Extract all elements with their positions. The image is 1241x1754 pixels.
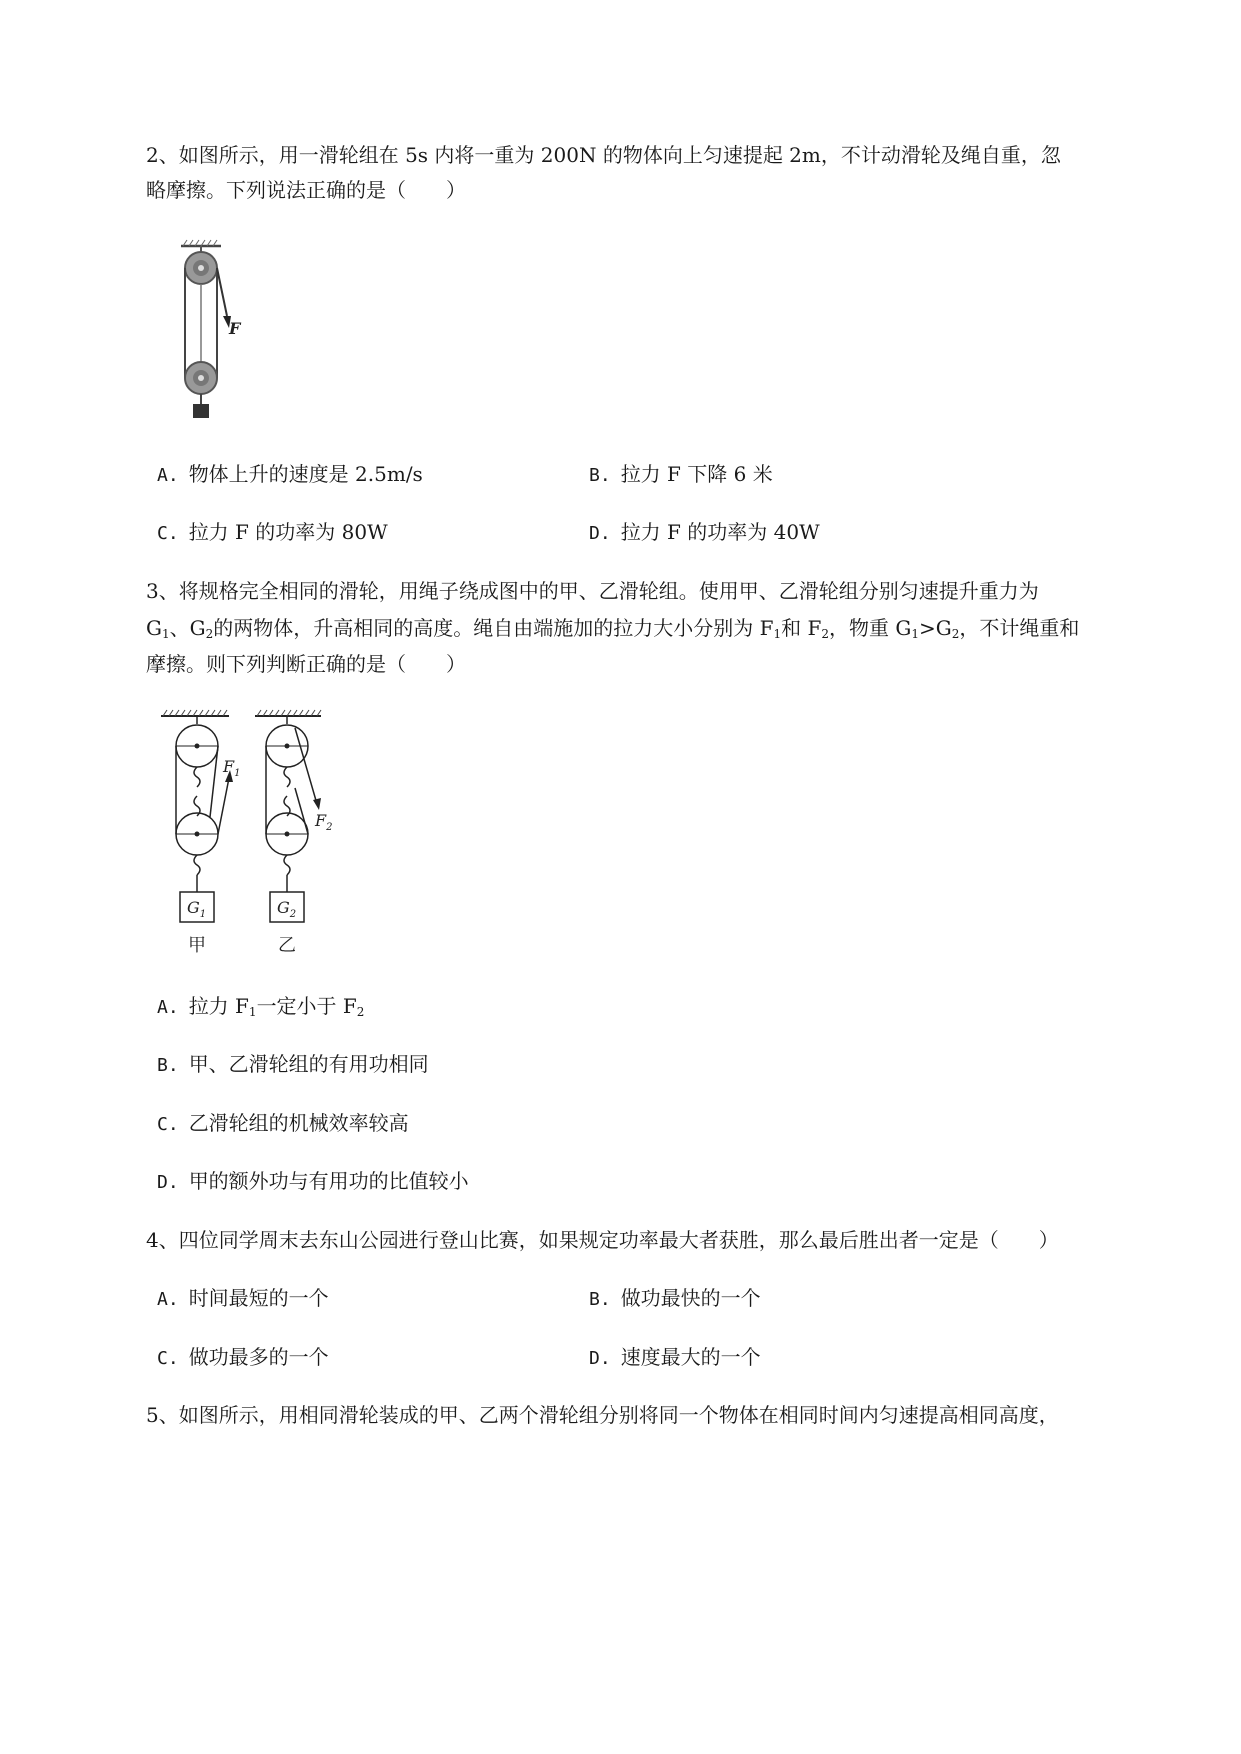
q3-option-a[interactable] <box>157 992 364 1026</box>
option-text: 拉力 F 的功率为 40W <box>620 520 820 544</box>
option-text: 拉力 $F_1$一定小于 $F_2$ <box>188 994 365 1019</box>
option-text: 甲、乙滑轮组的有用功相同 <box>188 1052 429 1076</box>
option-label: C. <box>157 1114 179 1135</box>
q2-stem-line2: 略摩擦。下列说法正确的是（ ） <box>146 178 466 202</box>
q2-stem-line1: 2、如图所示，用一滑轮组在 5s 内将一重为 200N 的物体向上匀速提起 2m，不计动滑轮及绳自重，忽 <box>146 143 1061 167</box>
option-text: 做功最快的一个 <box>620 1286 761 1310</box>
option-label: D. <box>589 1348 611 1369</box>
q3-f1-label: $F_1$ <box>223 757 241 779</box>
option-text: 做功最多的一个 <box>188 1345 329 1369</box>
option-label: C. <box>157 1348 179 1369</box>
option-label: D. <box>589 523 611 544</box>
q5-stem-line1: 5、如图所示，用相同滑轮装成的甲、乙两个滑轮组分别将同一个物体在相同时间内匀速提高相同高度， <box>146 1403 1059 1427</box>
option-text: 物体上升的速度是 2.5m/s <box>188 462 423 486</box>
option-text: 拉力 F 下降 6 米 <box>620 462 773 486</box>
option-label: B. <box>157 1055 179 1076</box>
q3-right-caption: 乙 <box>278 935 296 956</box>
q3-stem-line3: 摩擦。则下列判断正确的是（ ） <box>146 652 466 676</box>
q3-stem-line2: $G_1$、$G_2$的两物体，升高相同的高度。绳自由端施加的拉力大小分别为 $F_1$和 $F_2$，物重 $G_1>G_2$，不计绳重和 <box>146 616 1080 641</box>
option-label: B. <box>589 465 611 486</box>
option-label: A. <box>157 997 179 1018</box>
q4-option-a[interactable] <box>157 1284 329 1314</box>
q2-force-label: F <box>229 319 241 338</box>
q3-stem-line1: 3、将规格完全相同的滑轮，用绳子绕成图中的甲、乙滑轮组。使用甲、乙滑轮组分别匀速提升重力为 <box>146 579 1039 603</box>
q3-g1-label: $G_1$ <box>187 898 207 920</box>
q3-f2-label: $F_2$ <box>315 811 333 833</box>
q3-option-d[interactable] <box>157 1167 469 1197</box>
q3-left-caption: 甲 <box>188 935 206 956</box>
q3-pulley-figure <box>155 706 375 961</box>
q3-g2-label: $G_2$ <box>277 898 297 920</box>
option-text: 速度最大的一个 <box>620 1345 761 1369</box>
q4-stem-line1: 4、四位同学周末去东山公园进行登山比赛，如果规定功率最大者获胜，那么最后胜出者一定是（ ） <box>146 1228 1059 1252</box>
q2-option-c[interactable] <box>157 518 388 548</box>
q2-pulley-figure <box>175 238 245 423</box>
option-label: D. <box>157 1172 179 1193</box>
q2-option-a[interactable] <box>157 460 423 490</box>
q3-option-c[interactable] <box>157 1109 409 1139</box>
option-text: 拉力 F 的功率为 80W <box>188 520 388 544</box>
option-label: C. <box>157 523 179 544</box>
option-label: B. <box>589 1289 611 1310</box>
q2-option-d[interactable] <box>589 518 820 548</box>
q4-option-b[interactable] <box>589 1284 761 1314</box>
q4-option-d[interactable] <box>589 1343 761 1373</box>
option-text: 乙滑轮组的机械效率较高 <box>188 1111 409 1135</box>
option-label: A. <box>157 1289 179 1310</box>
q4-option-c[interactable] <box>157 1343 329 1373</box>
option-text: 甲的额外功与有用功的比值较小 <box>188 1169 469 1193</box>
q2-option-b[interactable] <box>589 460 773 490</box>
option-label: A. <box>157 465 179 486</box>
q3-option-b[interactable] <box>157 1050 429 1080</box>
option-text: 时间最短的一个 <box>188 1286 329 1310</box>
